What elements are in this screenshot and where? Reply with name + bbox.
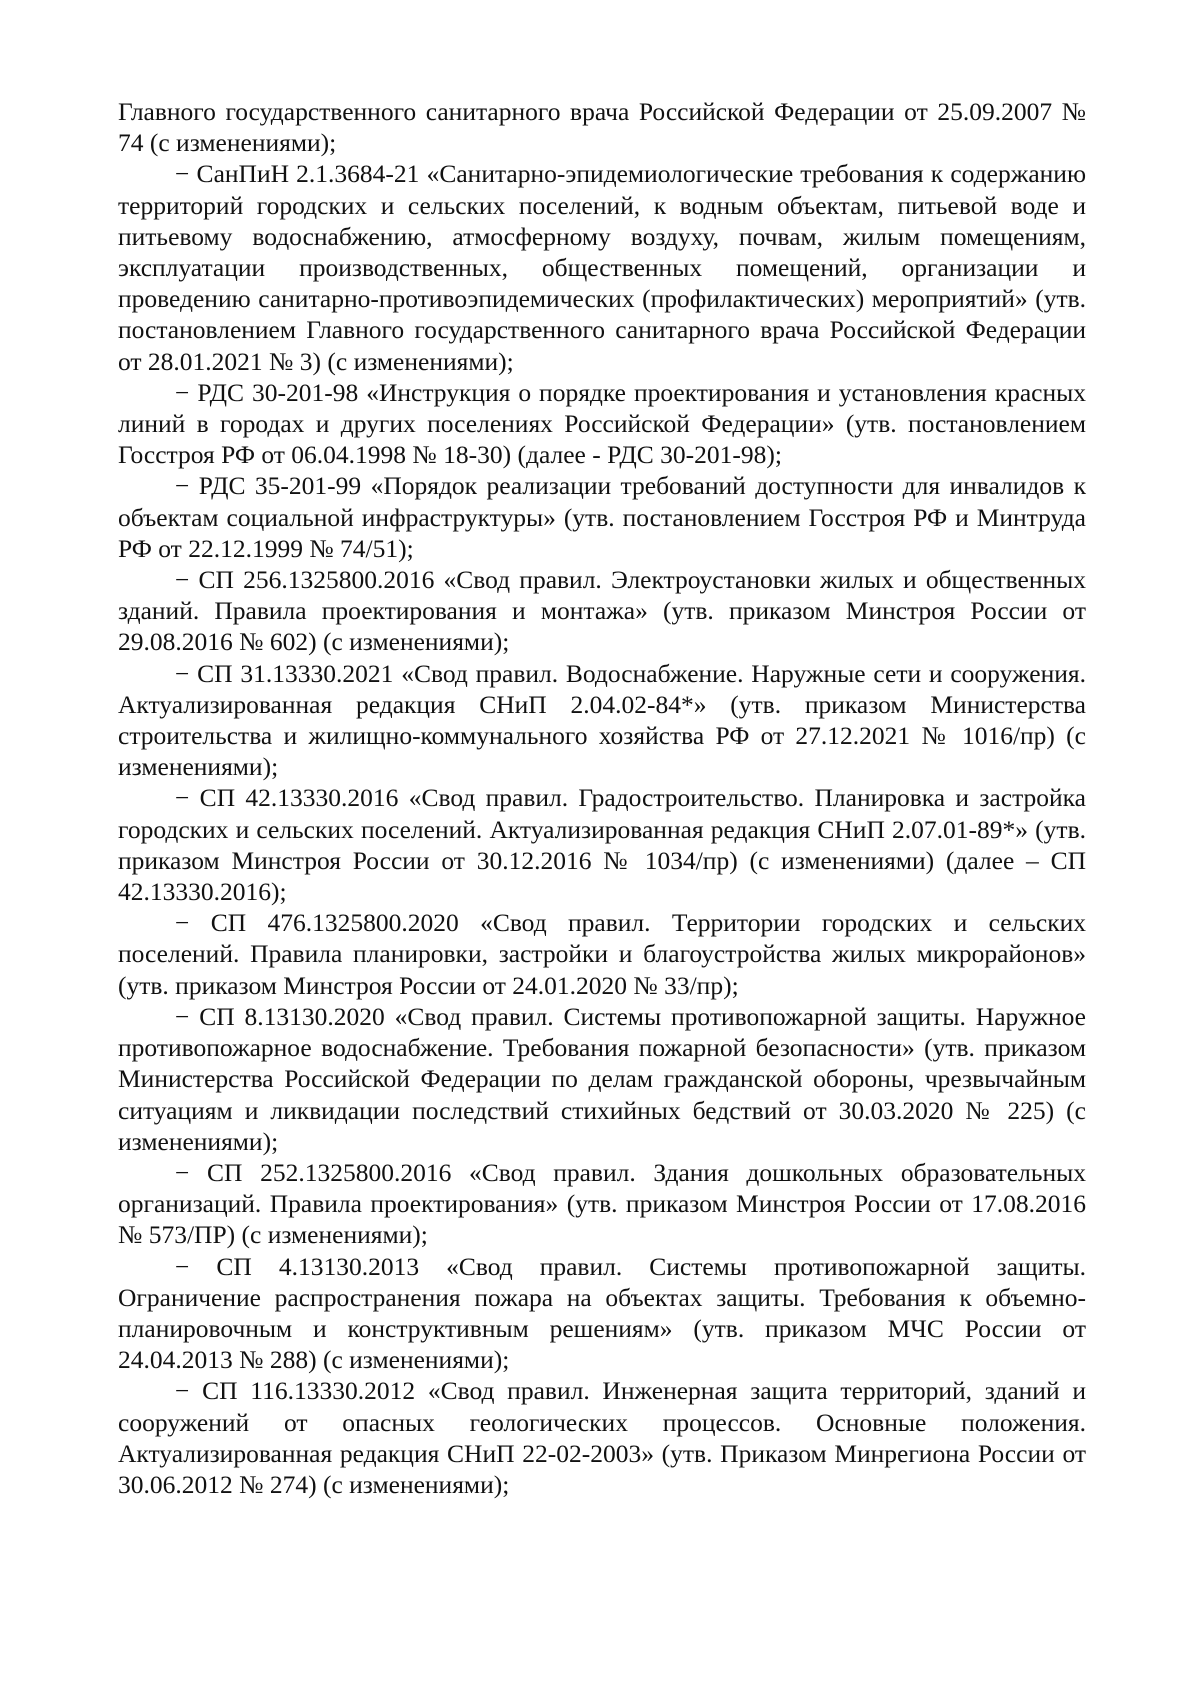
list-item-sp-31-13330-2021: − СП 31.13330.2021 «Свод правил. Водоснабжение. Наружные сети и сооружения. Актуализированная редакция СНиП 2.04.02-84*» (утв. приказом Министерства строительства и жилищно-коммунального хозяйства РФ от 27.12.2021 № 1016/пр) (с изменениями); [118,658,1086,782]
list-item-sp-4-13130-2013: − СП 4.13130.2013 «Свод правил. Системы противопожарной защиты. Ограничение распространения пожара на объектах защиты. Требования к объемно-планировочным и конструктивным решениям» (утв. приказом МЧС России от 24.04.2013 № 288) (с изменениями); [118,1251,1086,1375]
list-item-sp-256-1325800-2016: − СП 256.1325800.2016 «Свод правил. Электроустановки жилых и общественных зданий. Правила проектирования и монтажа» (утв. приказом Минстроя России от 29.08.2016 № 602) (с изменениями); [118,565,1086,657]
list-item-rds-35-201-99: − РДС 35-201-99 «Порядок реализации требований доступности для инвалидов к объектам социальной инфраструктуры» (утв. постановлением Госстроя РФ и Минтруда РФ от 22.12.1999 № 74/51); [118,471,1086,563]
list-item-sp-8-13130-2020: − СП 8.13130.2020 «Свод правил. Системы противопожарной защиты. Наружное противопожарное водоснабжение. Требования пожарной безопасности» (утв. приказом Министерства Российской Федерации по делам гражданской обороны, чрезвычайным ситуациям и ликвидации последствий стихийных бедствий от 30.03.2020 № 225) (с изменениями); [118,1001,1086,1156]
paragraph-continuation: Главного государственного санитарного врача Российской Федерации от 25.09.2007 № 74 (с изменениями); [118,97,1086,158]
list-item-sp-116-13330-2012: − СП 116.13330.2012 «Свод правил. Инженерная защита территорий, зданий и сооружений от опасных геологических процессов. Основные положения. Актуализированная редакция СНиП 22-02-2003» (утв. Приказом Минрегиона России от 30.06.2012 № 274) (с изменениями); [118,1376,1086,1499]
list-item-sp-42-13330-2016: − СП 42.13330.2016 «Свод правил. Градостроительство. Планировка и застройка городских и сельских поселений. Актуализированная редакция СНиП 2.07.01-89*» (утв. приказом Минстроя России от 30.12.2016 № 1034/пр) (с изменениями) (далее – СП 42.13330.2016); [118,783,1086,907]
document-body [118,96,1086,1500]
list-item-rds-30-201-98: − РДС 30-201-98 «Инструкция о порядке проектирования и установления красных линий в городах и других поселениях Российской Федерации» (утв. постановлением Госстроя РФ от 06.04.1998 № 18-30) (далее - РДС 30-201-98); [118,377,1086,470]
list-item-sp-476-1325800-2020: − СП 476.1325800.2020 «Свод правил. Территории городских и сельских поселений. Правила планировки, застройки и благоустройства жилых микрорайонов» (утв. приказом Минстроя России от 24.01.2020 № 33/пр); [118,908,1086,1000]
list-item-sp-252-1325800-2016: − СП 252.1325800.2016 «Свод правил. Здания дошкольных образовательных организаций. Правила проектирования» (утв. приказом Минстроя России от 17.08.2016 № 573/ПР) (с изменениями); [118,1157,1086,1250]
list-item-sanpin-2-1-3684-21: − СанПиН 2.1.3684-21 «Санитарно-эпидемиологические требования к содержанию территорий городских и сельских поселений, к водным объектам, питьевой воде и питьевому водоснабжению, атмосферному воздуху, почвам, жилым помещениям, эксплуатации производственных, общественных помещений, организации и проведению санитарно-противоэпидемических (профилактических) мероприятий» (утв. постановлением Главного государственного санитарного врача Российской Федерации от 28.01.2021 № 3) (с изменениями); [118,159,1086,376]
